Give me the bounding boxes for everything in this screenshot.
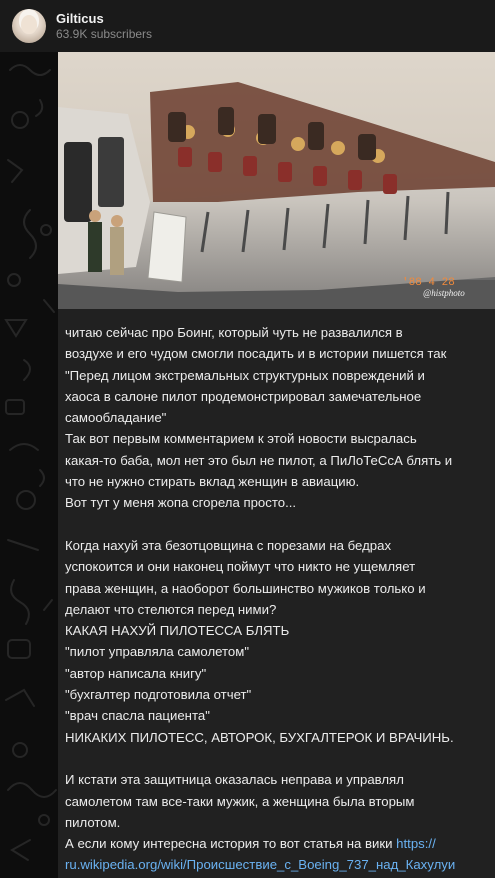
photo-date-stamp: '88 4 28 [402,277,455,289]
post-text-line: "врач спасла пациента" [65,708,210,724]
post-text-line: Когда нахуй эта безотцовщина с порезами на бедрах [65,537,392,553]
post-text-line: читаю сейчас про Боинг, который чуть не развалился в [65,325,403,340]
subscriber-count: 63.9K subscribers [56,26,153,41]
post-text [65,322,490,876]
post-text-line: "автор написала книгу" [65,665,207,681]
post-text-line [65,833,490,854]
post-text-line: "Перед лицом экстремальных структурных повреждений и [65,367,425,383]
post-text-line: самообладание" [65,410,167,426]
post-photo[interactable] [58,52,495,309]
wiki-link[interactable]: https:// [396,836,436,852]
channel-info [56,11,152,42]
post-text-line: пилотом. [65,814,121,830]
post-text-line: И кстати эта защитница оказалась неправа и управлял [65,772,404,788]
post-text-line: "бухгалтер подготовила отчет" [65,687,252,703]
airplane-photo-illustration [58,52,495,309]
post-text-line [65,514,490,535]
post-text-line: НИКАКИХ ПИЛОТЕСС, АВТОРОК, БУХГАЛТЕРОК И ВРАЧИНЬ. [65,729,454,745]
post-text-line: какая-то баба, мол нет это был не пилот, а ПиЛоТеСсА блять и [65,452,453,468]
channel-post [58,52,495,878]
channel-name[interactable]: Gilticus [56,10,104,26]
channel-header[interactable] [0,0,495,52]
post-text-line: хаоса в салоне пилот продемонстрировал замечательное [65,388,422,404]
link-intro-text: А если кому интересна история то вот статья на вики [65,836,397,852]
post-text-line: права женщин, а наоборот большинство мужиков только и [65,580,426,596]
post-text-line: делают что стелются перед ними? [65,601,277,617]
post-text-line: самолетом там все-таки мужик, а женщина была вторым [65,793,415,809]
post-text-line: Так вот первым комментарием к этой новости высралась [65,431,417,447]
channel-avatar[interactable] [12,9,46,43]
post-text-line [65,854,490,875]
post-text-line: Вот тут у меня жопа сгорела просто... [65,495,297,511]
post-text-line: КАКАЯ НАХУЙ ПИЛОТЕССА БЛЯТЬ [65,623,290,639]
post-text-line: успокоится и они наконец поймут что никто не ущемляет [65,559,416,575]
post-text-line: что не нужно стирать вклад женщин в авиацию. [65,474,360,490]
post-text-line: воздухе и его чудом смогли посадить и в истории пишется так [65,346,447,362]
post-text-line [65,748,490,769]
wiki-link-url[interactable]: ru.wikipedia.org/wiki/Происшествие_с_Boeing_737_над_Кахулуи [65,857,456,873]
post-text-line: "пилот управляла самолетом" [65,644,250,660]
photo-watermark: @histphoto [423,288,465,298]
